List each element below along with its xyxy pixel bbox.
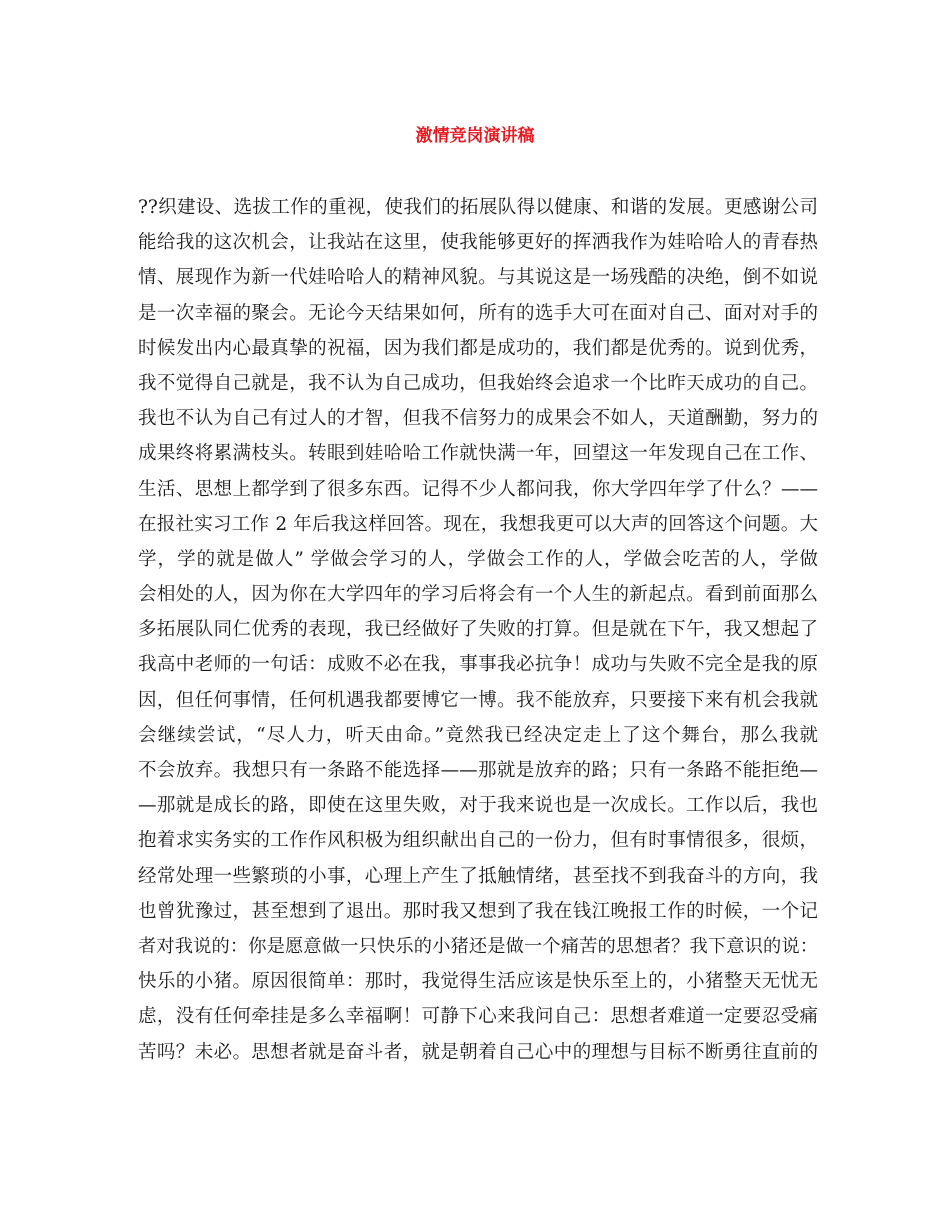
body-line: ??织建设、选拔工作的重视，使我们的拓展队得以健康、和谐的发展。更感谢公司 [138, 197, 818, 218]
body-line: 时候发出内心最真挚的祝福，因为我们都是成功的，我们都是优秀的。说到优秀， [138, 337, 818, 359]
body-line: 不会放弃。我想只有一条路不能选择——那就是放弃的路；只有一条路不能拒绝— [138, 760, 818, 781]
body-line: 会继续尝试，“尽人力，听天由命。”竟然我已经决定走上了这个舞台，那么我就 [138, 724, 818, 746]
body-line: 者对我说的：你是愿意做一只快乐的小猪还是做一个痛苦的思想者？我下意识的说： [138, 935, 818, 957]
body-line: 成果终将累满枝头。转眼到娃哈哈工作就快满一年，回望这一年发现自己在工作、 [138, 443, 818, 465]
body-line: 我高中老师的一句话：成败不必在我，事事我必抗争！成功与失败不完全是我的原 [138, 654, 818, 676]
body-line: 生活、思想上都学到了很多东西。记得不少人都问我，你大学四年学了什么？—— [138, 478, 818, 500]
body-line: 快乐的小猪。原因很简单：那时，我觉得生活应该是快乐至上的，小猪整天无忧无 [138, 971, 818, 993]
body-line: 多拓展队同仁优秀的表现，我已经做好了失败的打算。但是就在下午，我又想起了 [138, 619, 818, 641]
body-line: 也曾犹豫过，甚至想到了退出。那时我又想到了我在钱江晚报工作的时候，一个记 [138, 900, 818, 922]
body-line: 会相处的人，因为你在大学四年的学习后将会有一个人生的新起点。看到前面那么 [138, 584, 818, 606]
body-line: —那就是成长的路，即使在这里失败，对于我来说也是一次成长。工作以后，我也 [138, 795, 818, 817]
body-line: 学，学的就是做人” 学做会学习的人，学做会工作的人，学做会吃苦的人，学做 [138, 548, 818, 570]
body-line: 经常处理一些繁琐的小事，心理上产生了抵触情绪，甚至找不到我奋斗的方向，我 [138, 865, 818, 887]
body-line: 抱着求实务实的工作作风积极为组织献出自己的一份力，但有时事情很多，很烦， [138, 830, 818, 852]
body-line: 是一次幸福的聚会。无论今天结果如何，所有的选手大可在面对自己、面对对手的 [138, 302, 818, 324]
document-title: 激情竞岗演讲稿 [415, 126, 535, 146]
body-line: 我不觉得自己就是，我不认为自己成功，但我始终会追求一个比昨天成功的自己。 [138, 372, 818, 394]
body-line: 虑，没有任何牵挂是多么幸福啊！可静下心来我问自己：思想者难道一定要忍受痛 [138, 1006, 818, 1028]
body-line: 苦吗？未必。思想者就是奋斗者，就是朝着自己心中的理想与目标不断勇往直前的 [138, 1041, 818, 1063]
body-line: 能给我的这次机会，让我站在这里，使我能够更好的挥洒我作为娃哈哈人的青春热 [138, 232, 818, 254]
body-line: 情、展现作为新一代娃哈哈人的精神风貌。与其说这是一场残酷的决绝，倒不如说 [138, 267, 818, 289]
document-body [138, 190, 818, 1070]
body-line: 我也不认为自己有过人的才智，但我不信努力的成果会不如人，天道酬勤，努力的 [138, 408, 818, 430]
body-line: 在报社实习工作 2 年后我这样回答。现在，我想我更可以大声的回答这个问题。大 [138, 513, 818, 535]
body-line: 因，但任何事情，任何机遇我都要博它一博。我不能放弃，只要接下来有机会我就 [138, 689, 818, 711]
